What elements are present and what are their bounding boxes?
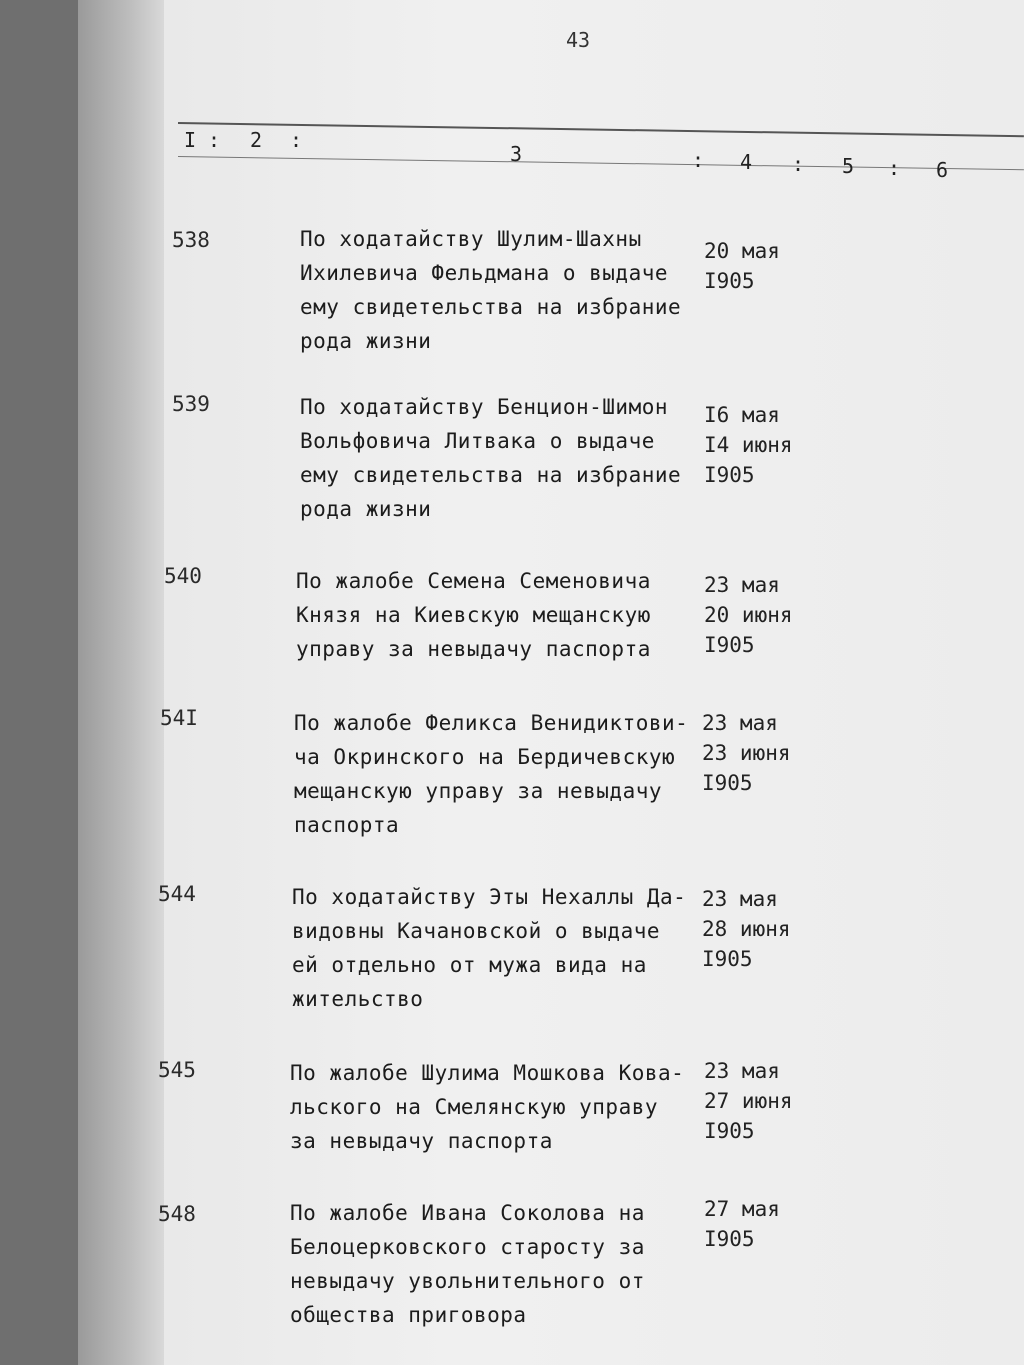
description-line: По ходатайству Шулим-Шахны [300, 227, 642, 251]
entry-number: 548 [158, 1202, 196, 1226]
description-line: ей отдельно от мужа вида на [292, 953, 647, 977]
column-separator: : [692, 148, 707, 172]
column-header-6: 6 [936, 158, 951, 182]
date-line: I6 мая [704, 403, 780, 427]
entry-description [290, 1196, 690, 1332]
date-line: I905 [704, 1119, 755, 1143]
description-line: управу за невыдачу паспорта [296, 637, 651, 661]
entry-description [300, 222, 700, 358]
description-line: Белоцерковского старосту за [290, 1235, 645, 1259]
description-line: льского на Смелянскую управу [290, 1095, 659, 1119]
date-line: 27 мая [704, 1197, 780, 1221]
description-line: По жалобе Семена Семеновича [296, 569, 651, 593]
date-line: 20 июня [704, 603, 793, 627]
entry-description [296, 564, 696, 666]
date-line: 23 мая [704, 573, 780, 597]
column-separator: : [290, 128, 305, 152]
description-line: По ходатайству Бенцион-Шимон [300, 395, 669, 419]
entry-description [290, 1056, 690, 1158]
entry-number: 539 [172, 392, 210, 416]
description-line: По жалобе Ивана Соколова на [290, 1201, 645, 1225]
description-line: за невыдачу паспорта [290, 1129, 553, 1153]
page-number: 43 [566, 28, 591, 52]
entry-dates [704, 1194, 814, 1254]
description-line: ему свидетельства на избрание [300, 295, 682, 319]
date-line: 28 июня [702, 917, 791, 941]
date-line: I905 [704, 463, 755, 487]
column-header-5: 5 [842, 154, 857, 178]
date-line: 27 июня [704, 1089, 793, 1113]
date-line: I905 [702, 771, 753, 795]
date-line: I905 [704, 633, 755, 657]
entry-description [300, 390, 700, 526]
date-line: 23 мая [702, 887, 778, 911]
previous-page-edge [78, 0, 164, 1365]
column-header-2: 2 [250, 128, 265, 152]
date-line: I905 [702, 947, 753, 971]
entry-dates [702, 708, 812, 798]
description-line: мещанскую управу за невыдачу [294, 779, 663, 803]
date-line: I905 [704, 269, 755, 293]
entry-dates [702, 884, 812, 974]
description-line: Вольфовича Литвака о выдаче [300, 429, 655, 453]
column-separator: : [208, 128, 223, 152]
entry-dates [704, 236, 814, 296]
entry-dates [704, 400, 814, 490]
description-line: Ихилевича Фельдмана о выдаче [300, 261, 669, 285]
entry-description [292, 880, 692, 1016]
entry-number: 538 [172, 228, 210, 252]
description-line: По жалобе Шулима Мошкова Кова- [290, 1061, 685, 1085]
date-line: 23 мая [704, 1059, 780, 1083]
date-line: I905 [704, 1227, 755, 1251]
date-line: 23 июня [702, 741, 791, 765]
entry-number: 54I [160, 706, 198, 730]
description-line: рода жизни [300, 329, 432, 353]
entry-number: 540 [164, 564, 202, 588]
date-line: 23 мая [702, 711, 778, 735]
entry-dates [704, 1056, 814, 1146]
description-line: паспорта [294, 813, 400, 837]
date-line: 20 мая [704, 239, 780, 263]
description-line: рода жизни [300, 497, 432, 521]
description-line: жительство [292, 987, 424, 1011]
description-line: ча Окринского на Бердичевскую [294, 745, 676, 769]
description-line: видовны Качановской о выдаче [292, 919, 661, 943]
date-line: I4 июня [704, 433, 793, 457]
description-line: ему свидетельства на избрание [300, 463, 682, 487]
description-line: По ходатайству Эты Нехаллы Да- [292, 885, 687, 909]
description-line: общества приговора [290, 1303, 527, 1327]
column-separator: : [792, 152, 807, 176]
column-header-4: 4 [740, 150, 755, 174]
document-page [78, 0, 1024, 1365]
description-line: Князя на Киевскую мещанскую [296, 603, 651, 627]
entry-number: 545 [158, 1058, 196, 1082]
entry-description [294, 706, 694, 842]
column-separator: : [888, 156, 903, 180]
description-line: невыдачу увольнительного от [290, 1269, 645, 1293]
entry-number: 544 [158, 882, 196, 906]
entry-dates [704, 570, 814, 660]
description-line: По жалобе Феликса Венидиктови- [294, 711, 689, 735]
column-header-1: I [184, 128, 199, 152]
header-rule-top [178, 122, 1024, 137]
column-header-3: 3 [510, 142, 525, 166]
